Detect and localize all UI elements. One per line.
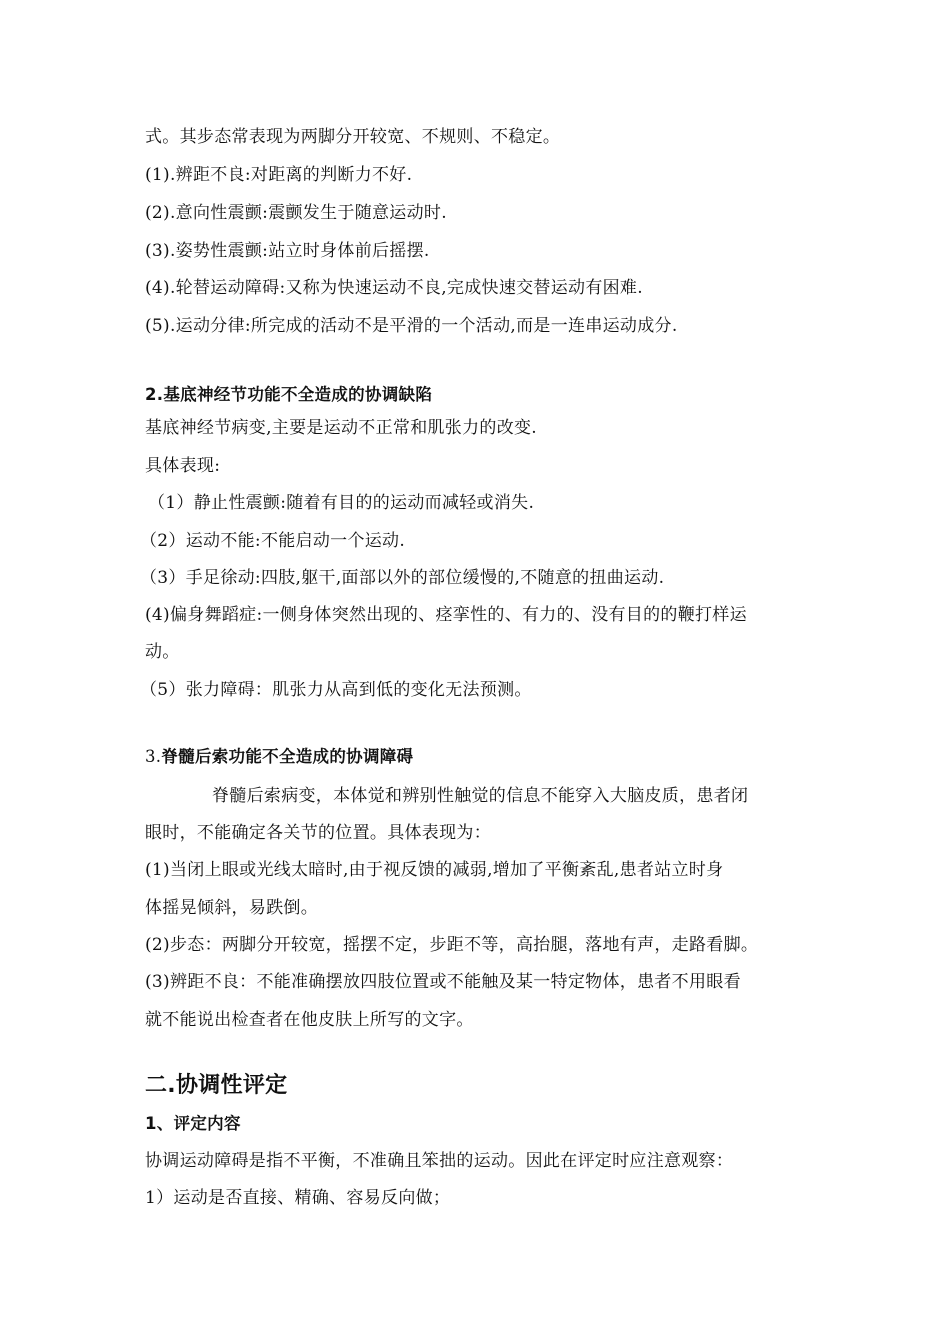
list-item: (3)辨距不良：不能准确摆放四肢位置或不能触及某一特定物体，患者不用眼看 <box>145 972 741 992</box>
text-line: 式。其步态常表现为两脚分开较宽、不规则、不稳定。 <box>145 127 561 147</box>
list-item: （3）手足徐动:四肢,躯干,面部以外的部位缓慢的,不随意的扭曲运动. <box>140 568 665 588</box>
list-item: （5）张力障碍：肌张力从高到低的变化无法预测。 <box>140 680 532 700</box>
list-item: (2).意向性震颤:震颤发生于随意运动时. <box>145 203 447 223</box>
paragraph-line: 协调运动障碍是指不平衡，不准确且笨拙的运动。因此在评定时应注意观察： <box>145 1151 734 1171</box>
list-item: (1).辨距不良:对距离的判断力不好. <box>145 165 413 185</box>
paragraph-line: 脊髓后索病变，本体觉和辨别性触觉的信息不能穿入大脑皮质，患者闭 <box>212 786 749 806</box>
paragraph-line: 眼时，不能确定各关节的位置。具体表现为： <box>145 823 491 843</box>
list-item: (3).姿势性震颤:站立时身体前后摇摆. <box>145 241 430 261</box>
section-heading: 2.基底神经节功能不全造成的协调缺陷 <box>145 385 433 404</box>
list-item-continuation: 就不能说出检查者在他皮肤上所写的文字。 <box>145 1010 474 1030</box>
list-item: (1)当闭上眼或光线太暗时,由于视反馈的减弱,增加了平衡紊乱,患者站立时身 <box>145 860 724 880</box>
list-item: (4).轮替运动障碍:又称为快速运动不良,完成快速交替运动有困难. <box>145 278 643 298</box>
list-item: （1）静止性震颤:随着有目的的运动而减轻或消失. <box>148 493 535 513</box>
list-item: (4)偏身舞蹈症:一侧身体突然出现的、痉挛性的、有力的、没有目的的鞭打样运 <box>145 605 747 625</box>
list-item-continuation: 动。 <box>145 642 180 662</box>
section-heading <box>145 746 413 768</box>
section-number: 3. <box>145 747 162 766</box>
paragraph-line: 基底神经节病变,主要是运动不正常和肌张力的改变. <box>145 418 538 438</box>
list-item-continuation: 体摇晃倾斜，易跌倒。 <box>145 898 318 918</box>
list-item: (5).运动分律:所完成的活动不是平滑的一个活动,而是一连串运动成分. <box>145 316 678 336</box>
part-subtitle: 1、评定内容 <box>145 1114 241 1133</box>
list-item: （2）运动不能:不能启动一个运动. <box>140 531 406 551</box>
label-line: 具体表现: <box>145 456 221 476</box>
section-heading-text: 脊髓后索功能不全造成的协调障碍 <box>161 747 414 766</box>
list-item: (2)步态：两脚分开较宽，摇摆不定，步距不等，高抬腿，落地有声，走路看脚。 <box>145 935 759 955</box>
list-item: 1）运动是否直接、精确、容易反向做； <box>145 1188 451 1208</box>
part-title: 二.协调性评定 <box>145 1073 288 1098</box>
